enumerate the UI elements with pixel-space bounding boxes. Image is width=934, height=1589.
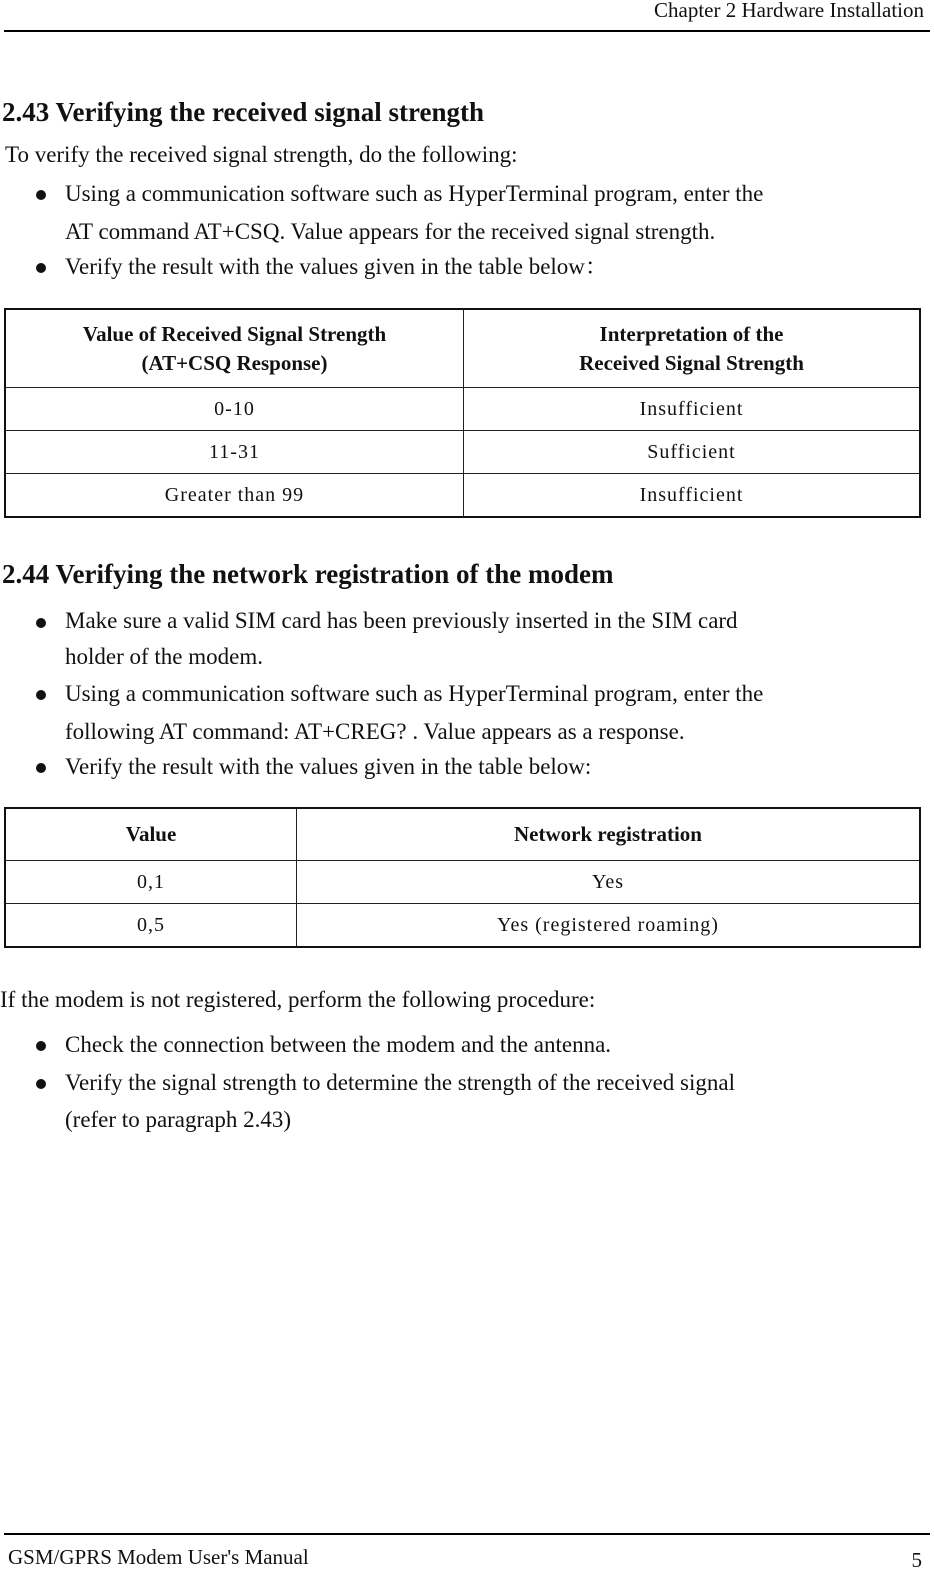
section-2-44-heading: 2.44 Verifying the network registration of the modem <box>2 559 614 589</box>
list-item <box>0 248 930 286</box>
bullet-line: Using a communication software such as HyperTerminal program, enter the <box>65 681 764 706</box>
list-item <box>0 1026 930 1064</box>
bullet-line: Check the connection between the modem and the antenna. <box>65 1032 612 1057</box>
bullet-icon <box>36 763 46 773</box>
network-registration-table <box>4 807 921 948</box>
table-header-row <box>5 309 920 388</box>
header-rule <box>4 30 930 32</box>
bullet-line: Make sure a valid SIM card has been previously inserted in the SIM card <box>65 608 738 633</box>
table-cell: 0-10 <box>5 388 464 431</box>
bullet-icon <box>36 618 46 628</box>
bullet-line: (refer to paragraph 2.43) <box>65 1107 292 1132</box>
signal-strength-table <box>4 308 921 518</box>
column-header: Value of Received Signal Strength (AT+CSQ Response) <box>5 309 464 388</box>
bullet-line: Using a communication software such as HyperTerminal program, enter the <box>65 181 764 206</box>
table-cell: Sufficient <box>464 431 921 474</box>
table-cell: Insufficient <box>464 388 921 431</box>
list-item <box>0 175 930 251</box>
section-2-43-bullet-list <box>0 175 930 286</box>
table-row <box>5 431 920 474</box>
section-2-43-heading: 2.43 Verifying the received signal strength <box>2 97 484 127</box>
bullet-line: AT command AT+CSQ. Value appears for the received signal strength. <box>65 219 716 244</box>
section-2-44-bullet-list <box>0 603 930 786</box>
page-number: 5 <box>911 1548 922 1572</box>
table-row <box>5 904 920 948</box>
table-cell: 0,5 <box>5 904 297 948</box>
table-cell: 11-31 <box>5 431 464 474</box>
table-cell: Insufficient <box>464 474 921 518</box>
table-cell: Greater than 99 <box>5 474 464 518</box>
bullet-icon <box>36 690 46 700</box>
list-item <box>0 748 930 786</box>
not-registered-intro: If the modem is not registered, perform the following procedure: <box>0 987 596 1012</box>
bullet-icon <box>36 1079 46 1089</box>
list-item <box>0 1064 930 1138</box>
bullet-icon <box>36 263 46 273</box>
column-header: Network registration <box>297 808 921 861</box>
section-2-43-intro: To verify the received signal strength, do the following: <box>5 142 518 167</box>
list-item <box>0 675 930 751</box>
column-header: Interpretation of the Received Signal Strength <box>464 309 921 388</box>
bullet-line: Verify the result with the values given in the table below： <box>65 254 608 279</box>
list-item <box>0 603 930 675</box>
bullet-line: following AT command: AT+CREG? . Value appears as a response. <box>65 719 685 744</box>
table-cell: Yes <box>297 861 921 904</box>
table-cell: Yes (registered roaming) <box>297 904 921 948</box>
table-row <box>5 474 920 518</box>
bullet-line: Verify the result with the values given in the table below: <box>65 754 592 779</box>
footer-title: GSM/GPRS Modem User's Manual <box>8 1545 309 1569</box>
bullet-icon <box>36 190 46 200</box>
bullet-line: Verify the signal strength to determine the strength of the received signal <box>65 1070 735 1095</box>
table-row <box>5 388 920 431</box>
running-header: Chapter 2 Hardware Installation <box>654 0 924 22</box>
bullet-line: holder of the modem. <box>65 644 264 669</box>
footer-rule <box>4 1533 930 1535</box>
bullet-icon <box>36 1041 46 1051</box>
table-cell: 0,1 <box>5 861 297 904</box>
not-registered-bullet-list <box>0 1026 930 1138</box>
table-header-row <box>5 808 920 861</box>
table-row <box>5 861 920 904</box>
column-header: Value <box>5 808 297 861</box>
